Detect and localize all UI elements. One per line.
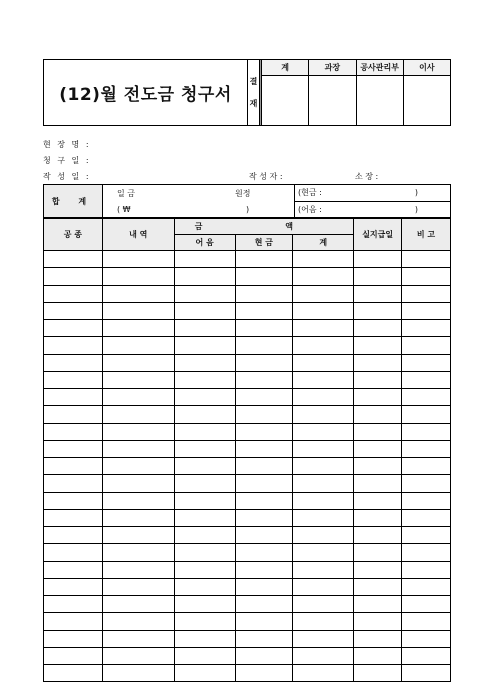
summary-breakdown	[295, 185, 450, 217]
summary-label: 합 계	[44, 185, 103, 217]
table-row	[44, 630, 451, 647]
table-cell[interactable]	[174, 527, 235, 544]
table-cell[interactable]	[174, 285, 235, 302]
table-row	[44, 596, 451, 613]
table-cell[interactable]	[44, 527, 103, 544]
table-cell[interactable]	[235, 423, 293, 440]
table-cell[interactable]	[174, 354, 235, 371]
table-cell[interactable]	[235, 458, 293, 475]
table-cell[interactable]	[44, 337, 103, 354]
table-cell[interactable]	[354, 320, 402, 337]
table-cell[interactable]	[402, 302, 451, 319]
table-row	[44, 302, 451, 319]
table-cell[interactable]	[235, 337, 293, 354]
table-cell[interactable]	[235, 406, 293, 423]
table-cell[interactable]	[354, 630, 402, 647]
table-cell[interactable]	[402, 371, 451, 388]
col-header-work-type: 공 종	[44, 219, 103, 251]
table-cell[interactable]	[235, 578, 293, 595]
table-cell[interactable]	[102, 647, 174, 664]
request-date-line	[43, 155, 101, 166]
site-name-label: 현 장 명 :	[43, 140, 91, 149]
table-cell[interactable]	[293, 492, 354, 509]
table-cell[interactable]	[174, 509, 235, 526]
table-cell[interactable]	[293, 561, 354, 578]
table-cell[interactable]	[44, 647, 103, 664]
table-cell[interactable]	[293, 630, 354, 647]
table-cell[interactable]	[293, 613, 354, 630]
table-cell[interactable]	[235, 613, 293, 630]
table-cell[interactable]	[102, 527, 174, 544]
table-cell[interactable]	[402, 320, 451, 337]
table-cell[interactable]	[235, 561, 293, 578]
table-cell[interactable]	[44, 320, 103, 337]
table-cell[interactable]	[44, 613, 103, 630]
table-cell[interactable]	[102, 285, 174, 302]
table-cell[interactable]	[174, 389, 235, 406]
table-cell[interactable]	[102, 578, 174, 595]
table-cell[interactable]	[402, 492, 451, 509]
table-row	[44, 509, 451, 526]
col-header-note: 어 음	[174, 235, 235, 251]
table-cell[interactable]	[354, 544, 402, 561]
table-cell[interactable]	[354, 389, 402, 406]
table-cell[interactable]	[402, 475, 451, 492]
table-cell[interactable]	[293, 440, 354, 457]
note-label: (어음 :	[298, 204, 322, 214]
table-cell[interactable]	[293, 406, 354, 423]
table-cell[interactable]	[235, 544, 293, 561]
table-cell[interactable]	[174, 647, 235, 664]
table-cell[interactable]	[235, 647, 293, 664]
table-cell[interactable]	[44, 389, 103, 406]
table-row	[44, 440, 451, 457]
table-cell[interactable]	[174, 268, 235, 285]
table-row	[44, 251, 451, 268]
table-cell[interactable]	[44, 544, 103, 561]
table-row	[44, 285, 451, 302]
table-row	[44, 578, 451, 595]
cash-label: (현금 :	[298, 188, 322, 198]
table-cell[interactable]	[102, 423, 174, 440]
table-cell[interactable]	[174, 561, 235, 578]
table-cell[interactable]	[354, 423, 402, 440]
table-cell[interactable]	[44, 406, 103, 423]
table-cell[interactable]	[235, 596, 293, 613]
table-cell[interactable]	[293, 665, 354, 682]
table-cell[interactable]	[402, 527, 451, 544]
table-cell[interactable]	[102, 509, 174, 526]
table-cell[interactable]	[174, 440, 235, 457]
table-cell[interactable]	[174, 371, 235, 388]
table-cell[interactable]	[354, 285, 402, 302]
table-cell[interactable]	[354, 527, 402, 544]
sign-box-staff[interactable]	[262, 76, 309, 125]
table-cell[interactable]	[102, 596, 174, 613]
table-cell[interactable]	[235, 285, 293, 302]
won-open: ( ₩	[117, 205, 131, 214]
table-cell[interactable]	[102, 320, 174, 337]
table-cell[interactable]	[44, 561, 103, 578]
table-cell[interactable]	[293, 268, 354, 285]
table-cell[interactable]	[44, 423, 103, 440]
table-cell[interactable]	[102, 544, 174, 561]
table-row	[44, 475, 451, 492]
won-label: 원정	[235, 189, 251, 198]
col-header-cash: 현 금	[235, 235, 293, 251]
approval-col-staff: 계	[262, 60, 309, 75]
table-cell[interactable]	[102, 440, 174, 457]
table-cell[interactable]	[174, 630, 235, 647]
detail-table	[43, 218, 451, 682]
table-cell[interactable]	[293, 285, 354, 302]
table-cell[interactable]	[293, 509, 354, 526]
table-cell[interactable]	[102, 665, 174, 682]
approval-col-construction-dept: 공사관리부	[357, 60, 404, 75]
approval-label-bottom: 재	[249, 99, 258, 109]
table-cell[interactable]	[102, 371, 174, 388]
table-row	[44, 458, 451, 475]
table-cell[interactable]	[354, 268, 402, 285]
table-cell[interactable]	[44, 251, 103, 268]
request-date-label: 청 구 일 :	[43, 156, 91, 165]
table-cell[interactable]	[174, 475, 235, 492]
table-cell[interactable]	[293, 389, 354, 406]
table-cell[interactable]	[354, 665, 402, 682]
table-cell[interactable]	[402, 544, 451, 561]
col-header-pay-date: 실지급일	[354, 219, 402, 251]
table-row	[44, 665, 451, 682]
table-cell[interactable]	[174, 406, 235, 423]
table-cell[interactable]	[293, 302, 354, 319]
table-cell[interactable]	[235, 475, 293, 492]
table-cell[interactable]	[235, 320, 293, 337]
table-cell[interactable]	[354, 596, 402, 613]
col-header-total: 계	[293, 235, 354, 251]
table-cell[interactable]	[293, 475, 354, 492]
table-cell[interactable]	[402, 458, 451, 475]
table-cell[interactable]	[354, 492, 402, 509]
table-cell[interactable]	[354, 647, 402, 664]
table-cell[interactable]	[235, 354, 293, 371]
table-cell[interactable]	[293, 423, 354, 440]
table-cell[interactable]	[174, 492, 235, 509]
table-cell[interactable]	[402, 251, 451, 268]
table-cell[interactable]	[235, 389, 293, 406]
table-cell[interactable]	[235, 527, 293, 544]
table-cell[interactable]	[402, 389, 451, 406]
table-cell[interactable]	[293, 320, 354, 337]
table-row	[44, 527, 451, 544]
table-cell[interactable]	[44, 475, 103, 492]
table-cell[interactable]	[293, 647, 354, 664]
table-row	[44, 647, 451, 664]
table-cell[interactable]	[174, 596, 235, 613]
summary-box	[43, 184, 451, 218]
table-cell[interactable]	[44, 354, 103, 371]
table-cell[interactable]	[44, 492, 103, 509]
table-cell[interactable]	[293, 596, 354, 613]
table-row	[44, 389, 451, 406]
table-cell[interactable]	[44, 440, 103, 457]
table-cell[interactable]	[102, 458, 174, 475]
table-cell[interactable]	[402, 354, 451, 371]
table-cell[interactable]	[102, 251, 174, 268]
approval-label-top: 결	[249, 76, 258, 86]
table-cell[interactable]	[354, 440, 402, 457]
table-cell[interactable]	[235, 492, 293, 509]
table-cell[interactable]	[354, 561, 402, 578]
table-cell[interactable]	[354, 509, 402, 526]
table-cell[interactable]	[235, 630, 293, 647]
table-row	[44, 320, 451, 337]
table-cell[interactable]	[174, 251, 235, 268]
amount-text-label: 일 금	[117, 189, 135, 198]
approval-sign-row	[262, 76, 450, 125]
table-cell[interactable]	[293, 458, 354, 475]
table-cell[interactable]	[354, 458, 402, 475]
table-cell[interactable]	[354, 475, 402, 492]
summary-amount	[103, 185, 295, 217]
table-cell[interactable]	[174, 337, 235, 354]
table-cell[interactable]	[235, 268, 293, 285]
table-cell[interactable]	[102, 613, 174, 630]
table-cell[interactable]	[235, 665, 293, 682]
table-cell[interactable]	[402, 613, 451, 630]
table-cell[interactable]	[174, 613, 235, 630]
table-row	[44, 423, 451, 440]
won-close: )	[246, 205, 250, 214]
table-cell[interactable]	[44, 371, 103, 388]
table-cell[interactable]	[354, 613, 402, 630]
table-cell[interactable]	[102, 475, 174, 492]
approval-col-director: 이사	[419, 63, 435, 72]
table-cell[interactable]	[102, 561, 174, 578]
approval-col-manager: 과장	[309, 60, 356, 75]
table-cell[interactable]	[293, 354, 354, 371]
table-cell[interactable]	[235, 509, 293, 526]
table-cell[interactable]	[402, 285, 451, 302]
cash-line	[295, 185, 450, 202]
table-cell[interactable]	[174, 665, 235, 682]
table-row	[44, 268, 451, 285]
table-cell[interactable]	[174, 458, 235, 475]
table-cell[interactable]	[44, 268, 103, 285]
table-cell[interactable]	[402, 337, 451, 354]
table-cell[interactable]	[354, 354, 402, 371]
table-cell[interactable]	[102, 337, 174, 354]
table-cell[interactable]	[293, 544, 354, 561]
table-cell[interactable]	[402, 423, 451, 440]
table-row	[44, 337, 451, 354]
table-cell[interactable]	[293, 371, 354, 388]
col-header-detail: 내 역	[102, 219, 174, 251]
table-cell[interactable]	[235, 302, 293, 319]
table-cell[interactable]	[402, 596, 451, 613]
cash-close: )	[414, 188, 418, 198]
table-cell[interactable]	[402, 578, 451, 595]
table-row	[44, 561, 451, 578]
table-cell[interactable]	[44, 302, 103, 319]
table-cell[interactable]	[354, 371, 402, 388]
table-cell[interactable]	[293, 527, 354, 544]
table-cell[interactable]	[293, 337, 354, 354]
approval-header-row	[262, 60, 450, 76]
sign-box-construction-dept[interactable]	[357, 76, 404, 125]
table-cell[interactable]	[102, 302, 174, 319]
table-row	[44, 354, 451, 371]
table-cell[interactable]	[235, 251, 293, 268]
table-cell[interactable]	[354, 302, 402, 319]
site-name-line	[43, 139, 101, 150]
note-close: )	[414, 204, 418, 214]
table-row	[44, 613, 451, 630]
sign-box-manager[interactable]	[309, 76, 356, 125]
header-box	[43, 59, 451, 126]
table-cell[interactable]	[402, 440, 451, 457]
table-cell[interactable]	[44, 578, 103, 595]
table-cell[interactable]	[44, 630, 103, 647]
table-cell[interactable]	[102, 389, 174, 406]
table-cell[interactable]	[402, 268, 451, 285]
table-cell[interactable]	[402, 406, 451, 423]
approval-grid	[262, 60, 450, 125]
table-cell[interactable]	[402, 665, 451, 682]
table-cell[interactable]	[174, 423, 235, 440]
table-row	[44, 492, 451, 509]
write-date-line	[43, 171, 101, 182]
table-cell[interactable]	[102, 492, 174, 509]
table-cell[interactable]	[102, 354, 174, 371]
table-cell[interactable]	[174, 320, 235, 337]
table-cell[interactable]	[174, 302, 235, 319]
table-cell[interactable]	[174, 544, 235, 561]
col-header-amount: 금 액	[174, 219, 354, 235]
write-date-label: 작 성 일 :	[43, 172, 91, 181]
table-cell[interactable]	[402, 647, 451, 664]
site-head-label: 소 장 :	[355, 172, 379, 181]
table-cell[interactable]	[44, 509, 103, 526]
table-cell[interactable]	[402, 561, 451, 578]
table-cell[interactable]	[235, 440, 293, 457]
table-cell[interactable]	[354, 578, 402, 595]
table-row	[44, 371, 451, 388]
table-cell[interactable]	[44, 596, 103, 613]
table-cell[interactable]	[102, 268, 174, 285]
table-cell[interactable]	[293, 251, 354, 268]
table-cell[interactable]	[174, 578, 235, 595]
table-cell[interactable]	[354, 406, 402, 423]
table-cell[interactable]	[402, 630, 451, 647]
approval-label	[248, 60, 260, 125]
table-row	[44, 544, 451, 561]
table-body	[44, 251, 451, 682]
note-line	[295, 202, 450, 218]
table-cell[interactable]	[44, 665, 103, 682]
table-cell[interactable]	[354, 337, 402, 354]
table-cell[interactable]	[402, 509, 451, 526]
sign-box-director[interactable]	[404, 76, 450, 125]
document-title: (12)월 전도금 청구서	[44, 60, 248, 125]
table-cell[interactable]	[102, 630, 174, 647]
table-cell[interactable]	[293, 578, 354, 595]
col-header-remarks: 비 고	[402, 219, 451, 251]
table-cell[interactable]	[102, 406, 174, 423]
table-cell[interactable]	[235, 371, 293, 388]
table-cell[interactable]	[354, 251, 402, 268]
table-cell[interactable]	[44, 285, 103, 302]
table-row	[44, 406, 451, 423]
writer-label: 작 성 자 :	[249, 172, 283, 181]
table-cell[interactable]	[44, 458, 103, 475]
